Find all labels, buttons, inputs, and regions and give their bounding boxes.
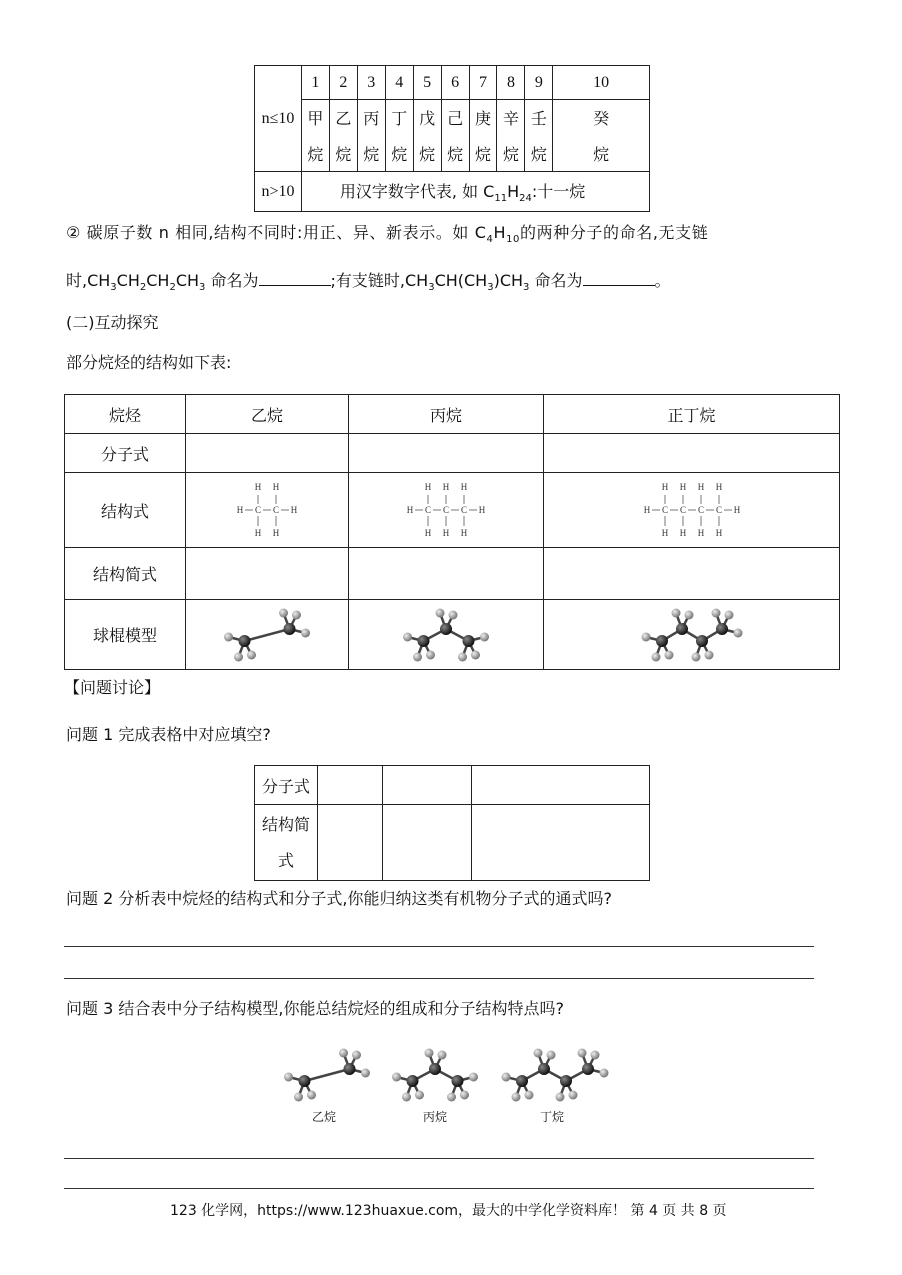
num-cell: 1 <box>301 66 329 100</box>
prefix-cell: 丁 <box>385 100 413 136</box>
answer-blank-1[interactable] <box>259 271 331 286</box>
section-title: (二)互动探究 <box>66 313 159 332</box>
hydrogen-ball <box>449 610 458 619</box>
discussion-title: 【问题讨论】 <box>64 678 161 697</box>
hydrogen-ball <box>425 1049 434 1058</box>
model-label: 丁烷 <box>540 1110 565 1124</box>
prefix-cell: 辛 <box>497 100 525 136</box>
hydrogen-ball <box>392 1073 401 1082</box>
empty-cell[interactable] <box>318 805 383 881</box>
hydrogen-atom-label: H <box>272 528 280 538</box>
page-footer: 123 化学网，https://www.123huaxue.com，最大的中学化学资料库！ 第 4 页 共 8 页 <box>170 1203 727 1219</box>
n-gt-10-text: 用汉字数字代表, 如 $C_{11}H_{24}$:十一烷 <box>301 172 649 212</box>
carbon-atom-label: C <box>697 505 704 515</box>
intro-text: 部分烷烃的结构如下表: <box>66 353 232 372</box>
ethane-ball-stick-model <box>222 603 312 667</box>
header-cell: 丙烷 <box>349 395 544 434</box>
hydrogen-ball <box>301 628 310 637</box>
hydrogen-ball <box>525 1091 534 1100</box>
hydrogen-atom-label: H <box>406 505 414 515</box>
question-2: 问题 2 分析表中烷烃的结构式和分子式,你能归纳这类有机物分子式的通式吗? <box>66 889 612 908</box>
empty-cell[interactable] <box>544 434 840 473</box>
hydrogen-atom-label: H <box>236 505 244 515</box>
answer-blank-2[interactable] <box>583 271 655 286</box>
empty-cell[interactable] <box>544 548 840 600</box>
carbon-atom-label: C <box>460 505 468 515</box>
hydrogen-ball <box>641 632 650 641</box>
propane-ball-stick-model <box>401 603 491 667</box>
propane-structure <box>349 473 544 548</box>
carbon-ball <box>407 1075 419 1087</box>
row-label: 球棍模型 <box>65 600 186 670</box>
suffix-cell: 烷 <box>497 136 525 172</box>
prefix-cell: 甲 <box>301 100 329 136</box>
num-cell: 2 <box>329 66 357 100</box>
hydrogen-ball <box>402 1093 411 1102</box>
row-label: 结构式 <box>65 473 186 548</box>
hydrogen-ball <box>469 1073 478 1082</box>
hydrogen-ball <box>413 652 422 661</box>
propane-structural-formula <box>396 480 496 540</box>
hydrogen-ball <box>591 1051 600 1060</box>
suffix-cell: 烷 <box>301 136 329 172</box>
suffix-cell: 烷 <box>441 136 469 172</box>
carbon-atom-label: C <box>254 505 262 515</box>
bond-stick <box>245 629 290 641</box>
hydrogen-ball <box>578 1049 587 1058</box>
answer-line[interactable] <box>64 946 814 947</box>
butane-structure <box>544 473 840 548</box>
hydrogen-ball <box>684 610 693 619</box>
hydrogen-ball <box>711 608 720 617</box>
para2-line1: ② 碳原子数 n 相同,结构不同时:用正、异、新表示。如 $C_4H_{10}$的两种分子的命名,无支链 <box>66 223 709 246</box>
carbon-ball <box>582 1063 594 1075</box>
num-cell: 8 <box>497 66 525 100</box>
hydrogen-ball <box>569 1091 578 1100</box>
carbon-atom-label: C <box>424 505 432 515</box>
hydrogen-atom-label: H <box>679 528 686 538</box>
n-le-10-label: n≤10 <box>255 66 302 172</box>
prefix-cell: 壬 <box>525 100 553 136</box>
carbon-ball <box>452 1075 464 1087</box>
num-cell: 6 <box>441 66 469 100</box>
hydrogen-ball <box>438 1051 447 1060</box>
hydrogen-ball <box>480 632 489 641</box>
carbon-ball <box>676 623 688 635</box>
ethane-structure <box>186 473 349 548</box>
hydrogen-ball <box>460 1091 469 1100</box>
para2-line2: 时$,CH_3CH_2CH_2CH_3$ 命名为 ;有支链时$,CH_3CH(CH_3)CH_3$ 命名为 。 <box>66 271 671 294</box>
carbon-ball <box>560 1075 572 1087</box>
num-cell: 4 <box>385 66 413 100</box>
hydrogen-atom-label: H <box>424 482 432 492</box>
prefix-cell: 戊 <box>413 100 441 136</box>
hydrogen-atom-label: H <box>661 528 668 538</box>
bond-stick <box>305 1069 350 1081</box>
hydrogen-atom-label: H <box>715 528 722 538</box>
hydrogen-atom-label: H <box>643 505 650 515</box>
hydrogen-ball <box>403 632 412 641</box>
suffix-cell: 烷 <box>525 136 553 172</box>
hydrogen-ball <box>447 1093 456 1102</box>
carbon-ball <box>538 1063 550 1075</box>
carbon-ball <box>440 623 452 635</box>
hydrogen-ball <box>426 650 435 659</box>
carbon-ball <box>344 1063 356 1075</box>
propane-model-cell <box>349 600 544 670</box>
butane-ball-stick-model <box>637 603 747 667</box>
hydrogen-atom-label: H <box>733 505 740 515</box>
hydrogen-ball <box>704 650 713 659</box>
hydrogen-ball <box>247 650 256 659</box>
hydrogen-ball <box>436 608 445 617</box>
header-cell: 烷烃 <box>65 395 186 434</box>
row-label: 结构简 式 <box>255 805 318 881</box>
empty-cell[interactable] <box>349 548 544 600</box>
hydrogen-ball <box>671 608 680 617</box>
question-3: 问题 3 结合表中分子结构模型,你能总结烷烃的组成和分子结构特点吗? <box>66 999 564 1018</box>
hydrogen-atom-label: H <box>424 528 432 538</box>
hydrogen-ball <box>733 628 742 637</box>
hydrogen-ball <box>664 650 673 659</box>
carbon-ball <box>299 1075 311 1087</box>
empty-cell[interactable] <box>383 805 472 881</box>
suffix-cell: 烷 <box>329 136 357 172</box>
prefix-cell: 丙 <box>357 100 385 136</box>
hydrogen-ball <box>512 1093 521 1102</box>
model-label: 乙烷 <box>312 1110 337 1124</box>
hydrogen-ball <box>458 652 467 661</box>
ethane-ball-stick-model-large <box>282 1040 372 1110</box>
hydrogen-ball <box>600 1069 609 1078</box>
hydrogen-ball <box>691 652 700 661</box>
hydrogen-ball <box>224 632 233 641</box>
carbon-atom-label: C <box>715 505 722 515</box>
hydrogen-ball <box>471 650 480 659</box>
empty-cell[interactable] <box>349 434 544 473</box>
hydrogen-ball <box>339 1049 348 1058</box>
num-cell: 9 <box>525 66 553 100</box>
hydrogen-atom-label: H <box>697 528 704 538</box>
carbon-ball <box>516 1075 528 1087</box>
propane-ball-stick-model-large <box>390 1040 480 1110</box>
prefix-cell: 庚 <box>469 100 497 136</box>
hydrogen-atom-label: H <box>697 482 704 492</box>
carbon-atom-label: C <box>442 505 450 515</box>
hydrogen-ball <box>352 1051 361 1060</box>
carbon-ball <box>656 635 668 647</box>
num-cell: 3 <box>357 66 385 100</box>
hydrogen-ball <box>292 610 301 619</box>
hydrogen-ball <box>534 1049 543 1058</box>
hydrogen-atom-label: H <box>272 482 280 492</box>
hydrogen-ball <box>651 652 660 661</box>
prefix-cell: 癸 <box>553 100 650 136</box>
empty-cell[interactable] <box>318 766 383 805</box>
hydrogen-ball <box>556 1093 565 1102</box>
carbon-ball <box>239 635 251 647</box>
empty-cell[interactable] <box>472 805 650 881</box>
hydrogen-ball <box>415 1091 424 1100</box>
num-cell: 5 <box>413 66 441 100</box>
carbon-ball <box>429 1063 441 1075</box>
carbon-ball <box>716 623 728 635</box>
butane-structural-formula <box>632 480 752 540</box>
hydrogen-atom-label: H <box>460 482 468 492</box>
answer-line[interactable] <box>64 978 814 979</box>
header-cell: 正丁烷 <box>544 395 840 434</box>
hydrogen-ball <box>307 1091 316 1100</box>
carbon-atom-label: C <box>272 505 280 515</box>
answer-line[interactable] <box>64 1188 814 1189</box>
hydrogen-atom-label: H <box>679 482 686 492</box>
row-label: 分子式 <box>255 766 318 805</box>
row-label: 分子式 <box>65 434 186 473</box>
answer-table <box>254 765 650 881</box>
suffix-cell: 烷 <box>413 136 441 172</box>
carbon-ball <box>418 635 430 647</box>
answer-line[interactable] <box>64 1158 814 1159</box>
butane-model-cell <box>544 600 840 670</box>
naming-table <box>254 65 650 212</box>
ethane-structural-formula <box>227 480 307 540</box>
hydrogen-atom-label: H <box>478 505 486 515</box>
hydrogen-atom-label: H <box>661 482 668 492</box>
empty-cell[interactable] <box>472 766 650 805</box>
question-1: 问题 1 完成表格中对应填空? <box>66 725 271 744</box>
row-label: 结构简式 <box>65 548 186 600</box>
carbon-ball <box>463 635 475 647</box>
hydrogen-ball <box>279 608 288 617</box>
hydrogen-ball <box>294 1093 303 1102</box>
prefix-cell: 乙 <box>329 100 357 136</box>
hydrogen-ball <box>234 652 243 661</box>
suffix-cell: 烷 <box>385 136 413 172</box>
hydrogen-atom-label: H <box>254 528 262 538</box>
carbon-atom-label: C <box>661 505 668 515</box>
hydrogen-ball <box>547 1051 556 1060</box>
hydrogen-atom-label: H <box>460 528 468 538</box>
n-gt-10-label: n>10 <box>255 172 302 212</box>
carbon-ball <box>284 623 296 635</box>
suffix-cell: 烷 <box>357 136 385 172</box>
prefix-cell: 己 <box>441 100 469 136</box>
carbon-ball <box>696 635 708 647</box>
hydrogen-atom-label: H <box>442 528 450 538</box>
hydrogen-ball <box>502 1073 511 1082</box>
header-cell: 乙烷 <box>186 395 349 434</box>
carbon-atom-label: C <box>679 505 686 515</box>
model-label: 丙烷 <box>423 1110 448 1124</box>
ethane-model-cell <box>186 600 349 670</box>
suffix-cell: 烷 <box>469 136 497 172</box>
num-cell: 7 <box>469 66 497 100</box>
num-cell: 10 <box>553 66 650 100</box>
suffix-cell: 烷 <box>553 136 650 172</box>
hydrogen-atom-label: H <box>290 505 298 515</box>
hydrogen-atom-label: H <box>442 482 450 492</box>
empty-cell[interactable] <box>383 766 472 805</box>
hydrogen-ball <box>284 1073 293 1082</box>
alkane-table <box>64 394 840 670</box>
hydrogen-atom-label: H <box>254 482 262 492</box>
empty-cell[interactable] <box>186 548 349 600</box>
hydrogen-ball <box>361 1069 370 1078</box>
hydrogen-atom-label: H <box>715 482 722 492</box>
empty-cell[interactable] <box>186 434 349 473</box>
hydrogen-ball <box>724 610 733 619</box>
butane-ball-stick-model-large <box>496 1040 614 1110</box>
